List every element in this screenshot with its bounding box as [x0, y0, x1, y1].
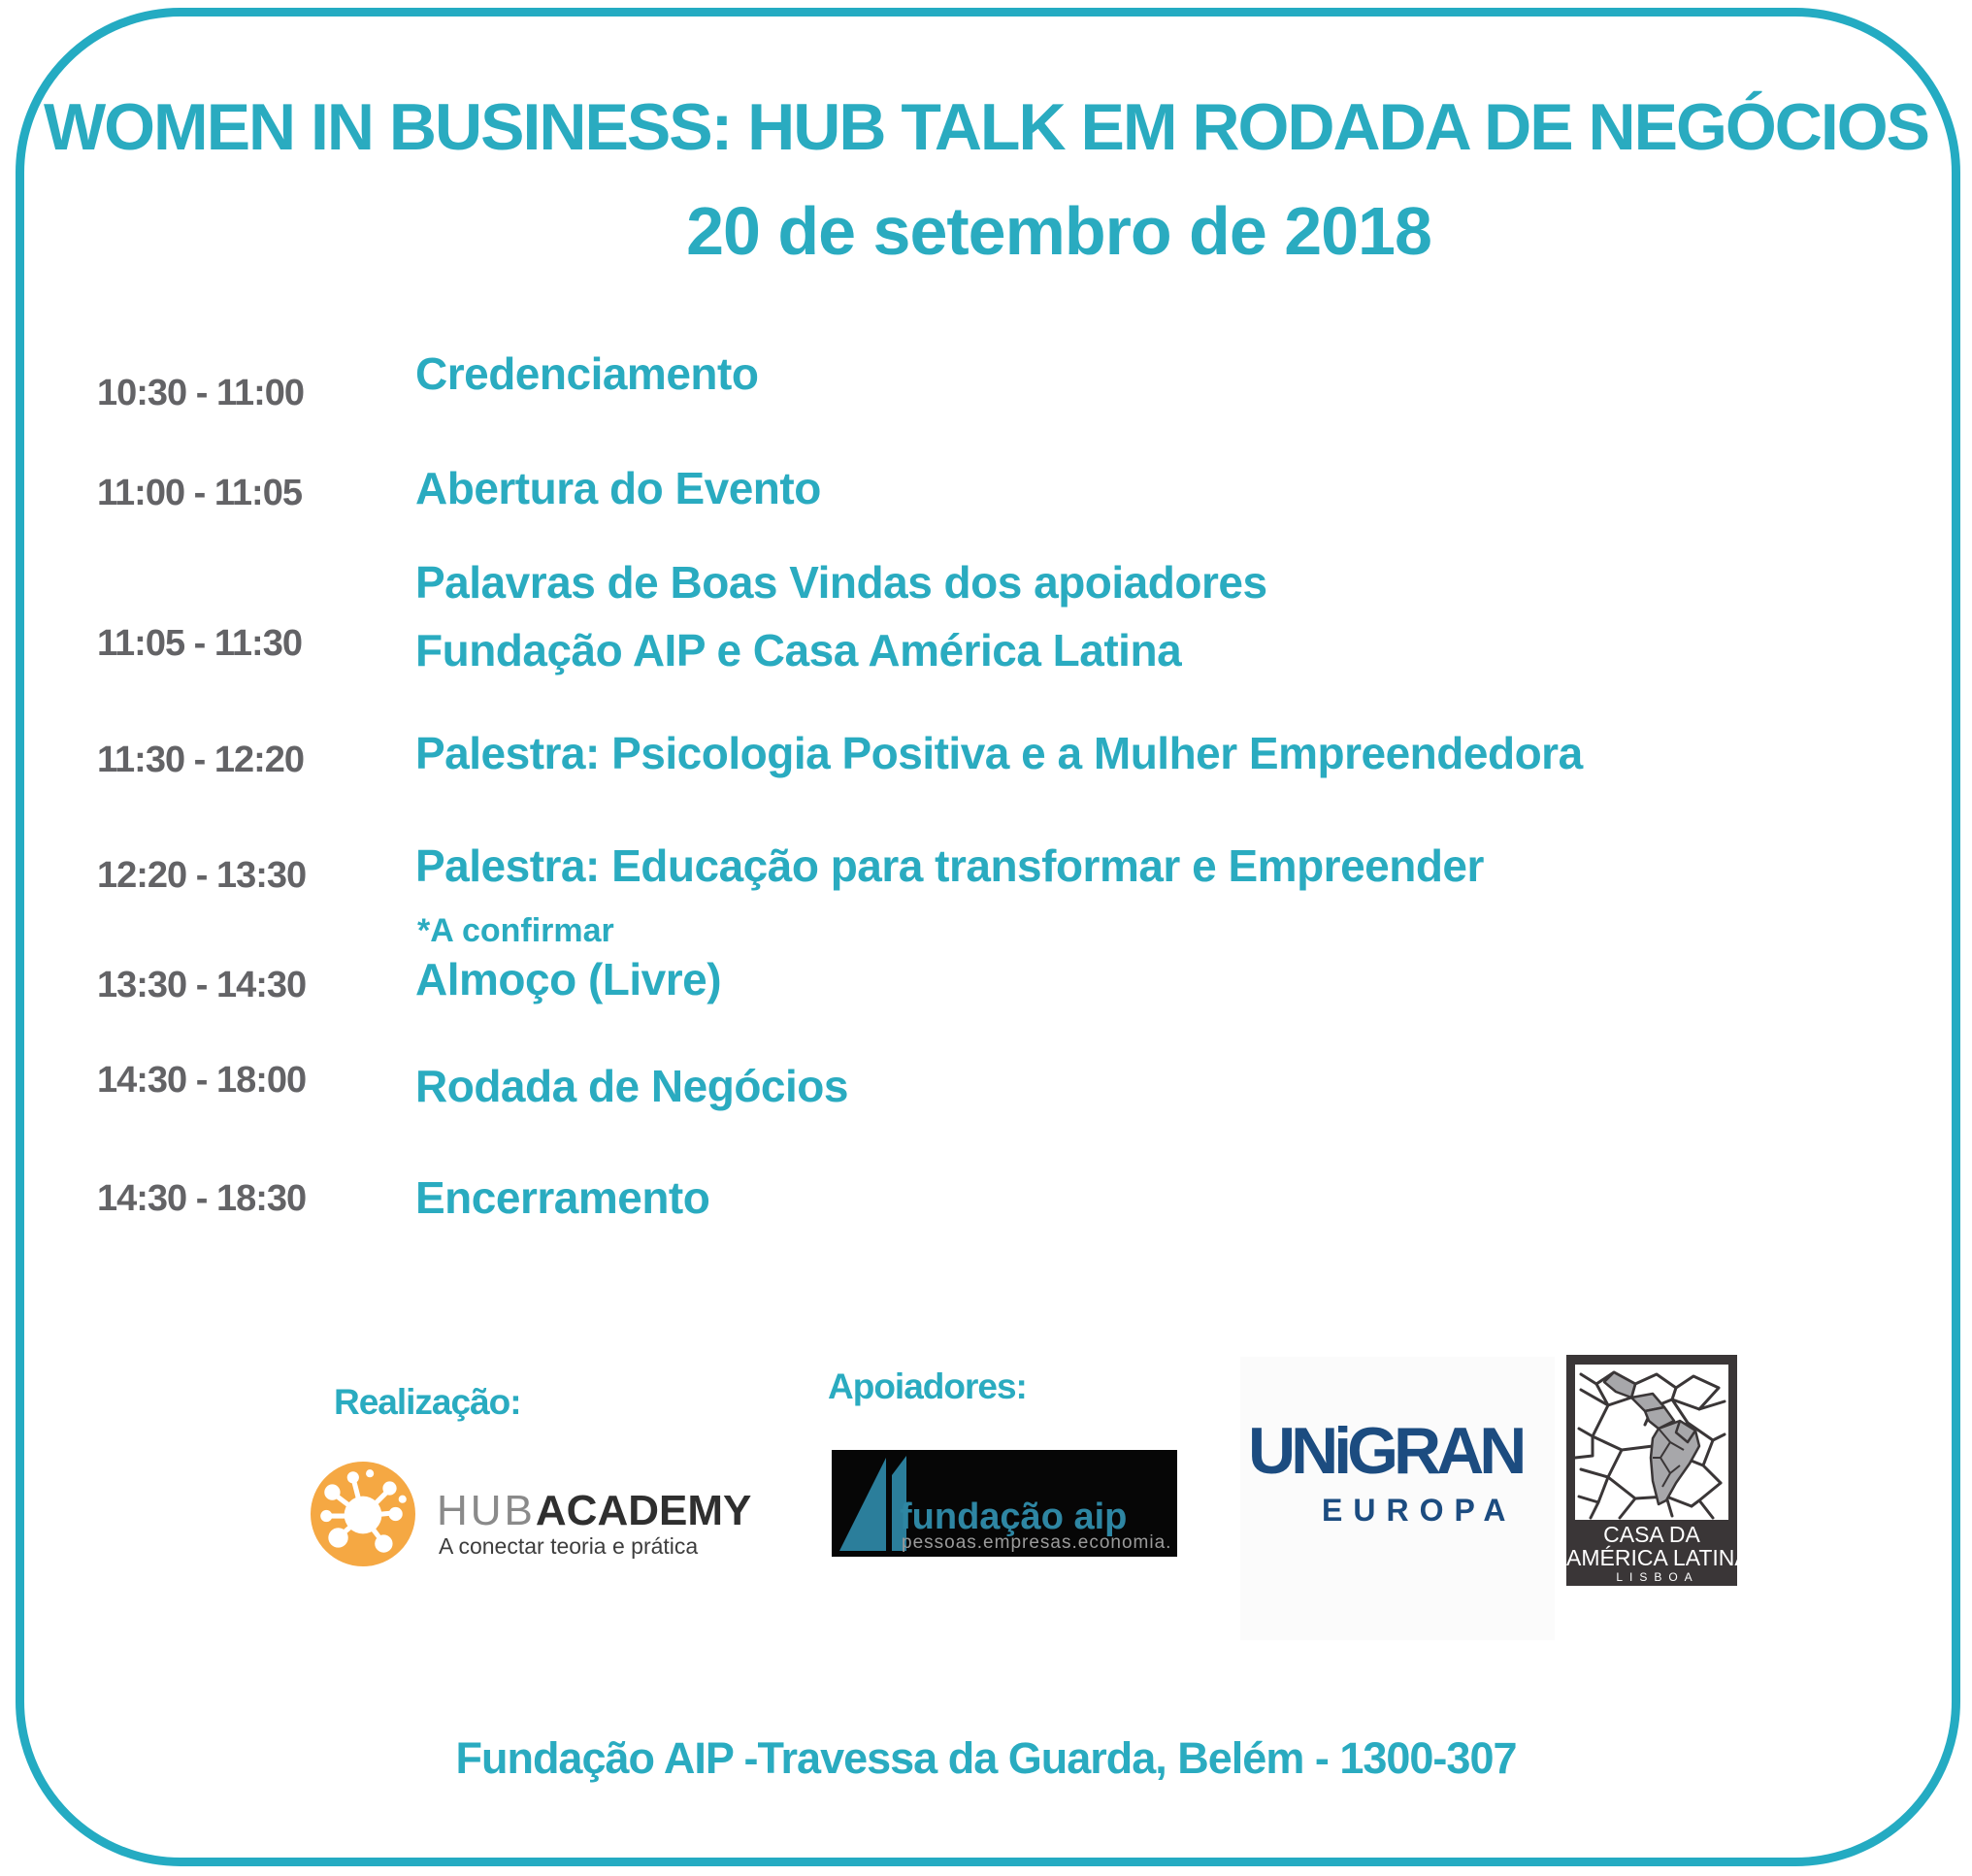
schedule-note: *A confirmar: [417, 912, 614, 949]
venue-address: Fundação AIP -Travessa da Guarda, Belém - 1300-307: [455, 1733, 1517, 1783]
schedule-time: 12:20 - 13:30: [97, 855, 307, 896]
poster-border: [16, 8, 1960, 1866]
schedule-time: 14:30 - 18:00: [97, 1060, 307, 1101]
hubacademy-tagline: A conectar teoria e prática: [439, 1533, 699, 1559]
hubacademy-name-light: HUB: [437, 1487, 536, 1534]
schedule-title: Almoço (Livre): [415, 954, 722, 1004]
schedule-title: Palestra: Educação para transformar e Empreender: [415, 840, 1484, 891]
unigran-name: UNiGRAN: [1248, 1414, 1523, 1488]
casa-name-line3: LISBOA: [1616, 1570, 1699, 1584]
hubacademy-name-bold: ACADEMY: [535, 1487, 752, 1534]
hubacademy-network-icon: [311, 1462, 415, 1566]
schedule-time: 11:30 - 12:20: [97, 740, 305, 780]
casa-mosaic-graphic: [1575, 1365, 1728, 1520]
casa-america-latina-logo: [1566, 1355, 1750, 1586]
casa-name-line2: AMÉRICA LATINA: [1566, 1545, 1750, 1570]
schedule-title: Rodada de Negócios: [415, 1061, 848, 1111]
event-date: 20 de setembro de 2018: [686, 193, 1431, 269]
fundacao-aip-logo: [832, 1450, 1177, 1557]
event-title: WOMEN IN BUSINESS: HUB TALK EM RODADA DE NEGÓCIOS: [43, 90, 1929, 164]
schedule-title: Palestra: Psicologia Positiva e a Mulher Empreendedora: [415, 728, 1583, 778]
schedule-title: Credenciamento: [415, 348, 759, 399]
unigran-logo: [1240, 1357, 1555, 1640]
schedule-title: Palavras de Boas Vindas dos apoiadores: [415, 557, 1267, 608]
schedule-title-line2: Fundação AIP e Casa América Latina: [415, 625, 1182, 675]
fundacao-aip-tagline: pessoas.empresas.economia.: [902, 1532, 1172, 1553]
schedule-title: Abertura do Evento: [415, 463, 821, 513]
schedule-time: 11:00 - 11:05: [97, 473, 302, 513]
schedule-time: 10:30 - 11:00: [97, 373, 305, 413]
casa-name-line1: CASA DA: [1603, 1522, 1700, 1547]
hubacademy-logo: [437, 1487, 751, 1535]
fundacao-aip-name: fundação aip: [900, 1497, 1128, 1537]
schedule-time: 14:30 - 18:30: [97, 1178, 307, 1219]
schedule-title: Encerramento: [415, 1172, 710, 1223]
unigran-region: EUROPA: [1322, 1493, 1517, 1528]
realizacao-label: Realização:: [334, 1382, 521, 1422]
schedule-time: 13:30 - 14:30: [97, 965, 307, 1005]
apoiadores-label: Apoiadores:: [828, 1366, 1027, 1406]
schedule-time: 11:05 - 11:30: [97, 623, 302, 664]
